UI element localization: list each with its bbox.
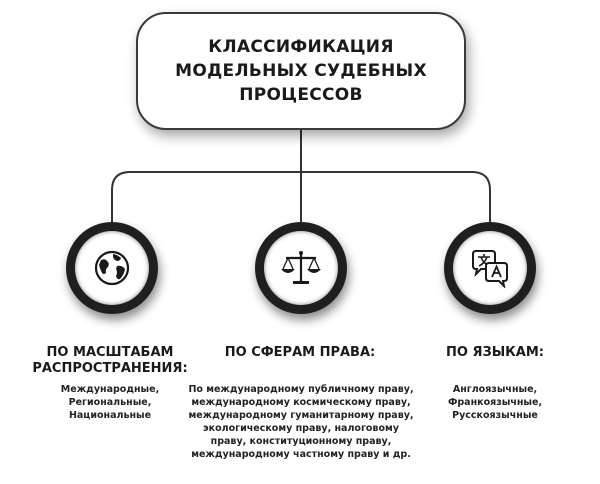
globe-icon [92, 248, 132, 288]
diagram-title: КЛАССИФИКАЦИЯ МОДЕЛЬНЫХ СУДЕБНЫХ ПРОЦЕССОВ [175, 37, 427, 105]
category-circle-language [444, 222, 536, 314]
heading-scale: ПО МАСШТАБАМ РАСПРОСТРАНЕНИЯ: [32, 345, 188, 376]
title-box [136, 12, 466, 130]
category-circle-scale [66, 222, 158, 314]
scales-icon [279, 248, 323, 288]
heading-language: ПО ЯЗЫКАМ: [446, 345, 544, 360]
items-scale: Международные, Региональные, Национальные [60, 384, 160, 421]
category-circle-law [255, 222, 347, 314]
heading-law: ПО СФЕРАМ ПРАВА: [224, 345, 376, 360]
items-law: По международному публичному праву, международному космическому праву, международному гуманитарному праву, экологическому праву, налоговому праву, конституционному праву, международному частному праву и др. [188, 384, 414, 460]
translate-icon [469, 248, 511, 288]
items-language: Англоязычные, Франкоязычные, Русскоязычные [447, 384, 543, 421]
